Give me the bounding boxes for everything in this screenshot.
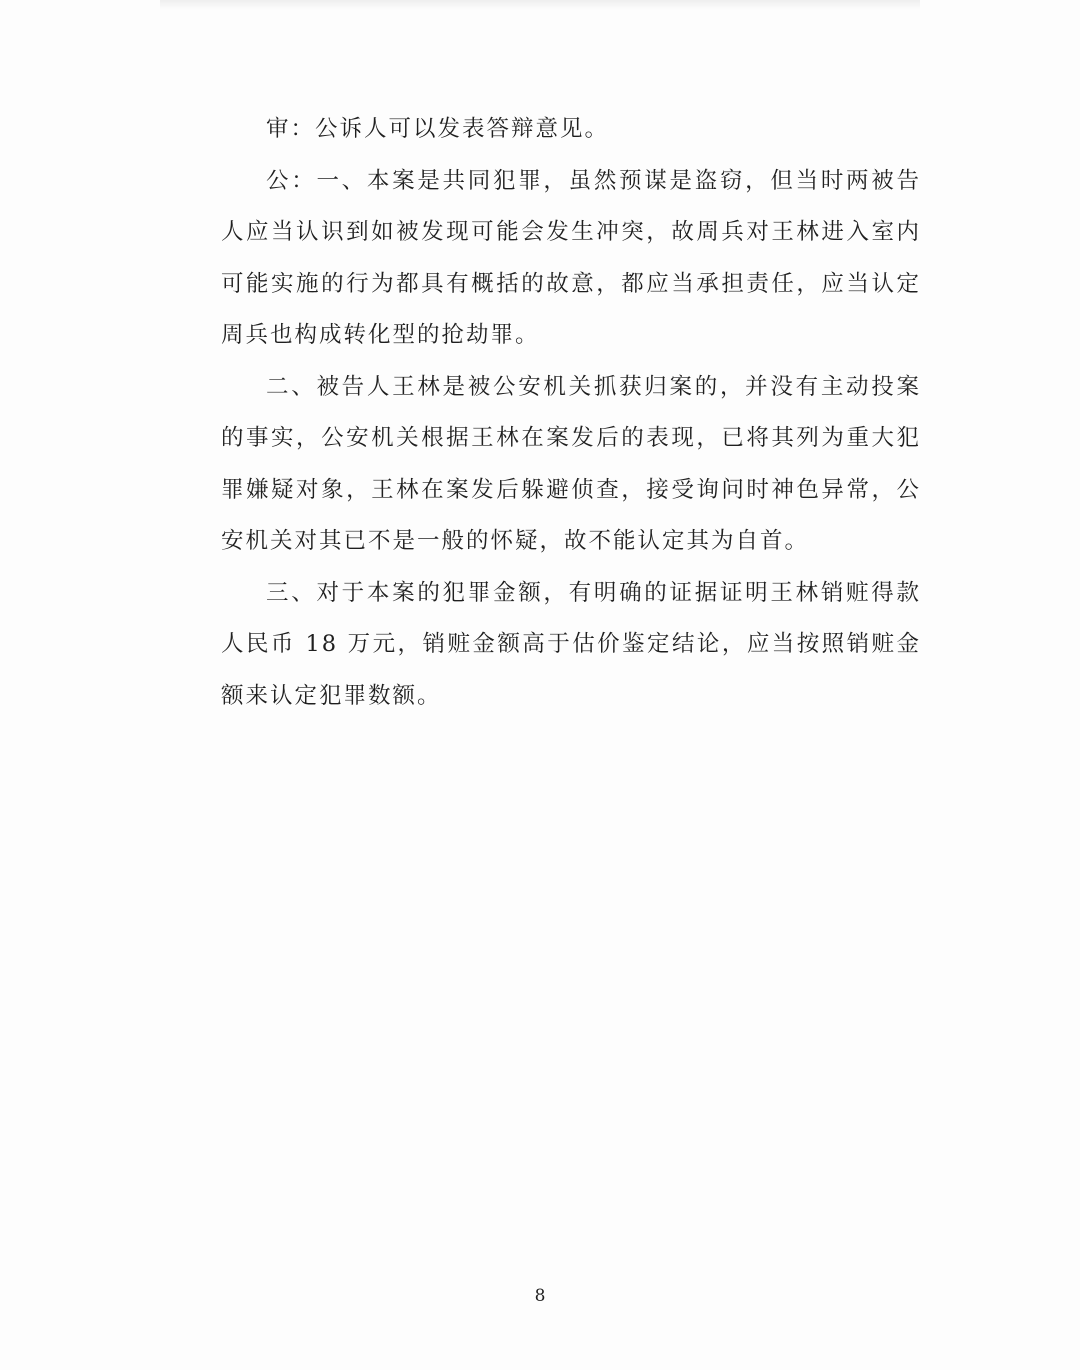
- paragraph-prosecution-point-1: 公：一、本案是共同犯罪，虽然预谋是盗窃，但当时两被告人应当认识到如被发现可能会发生冲突，故周兵对王林进入室内可能实施的行为都具有概括的故意，都应当承担责任，应当认定周兵也构成转化型的抢劫罪。: [221, 167, 921, 348]
- paragraph-prosecution-point-3: 三、对于本案的犯罪金额，有明确的证据证明王林销赃得款人民币 18 万元，销赃金额高于估价鉴定结论，应当按照销赃金额来认定犯罪数额。: [221, 579, 921, 709]
- document-body: [221, 104, 921, 722]
- paragraph-judge-statement: 审：公诉人可以发表答辩意见。: [266, 116, 610, 142]
- scan-edge-shadow: [160, 0, 920, 10]
- page-number: 8: [534, 1286, 546, 1306]
- paragraph-prosecution-point-2: 二、被告人王林是被公安机关抓获归案的，并没有主动投案的事实，公安机关根据王林在案发后的表现，已将其列为重大犯罪嫌疑对象，王林在案发后躲避侦查，接受询问时神色异常，公安机关对其已不是一般的怀疑，故不能认定其为自首。: [221, 373, 921, 554]
